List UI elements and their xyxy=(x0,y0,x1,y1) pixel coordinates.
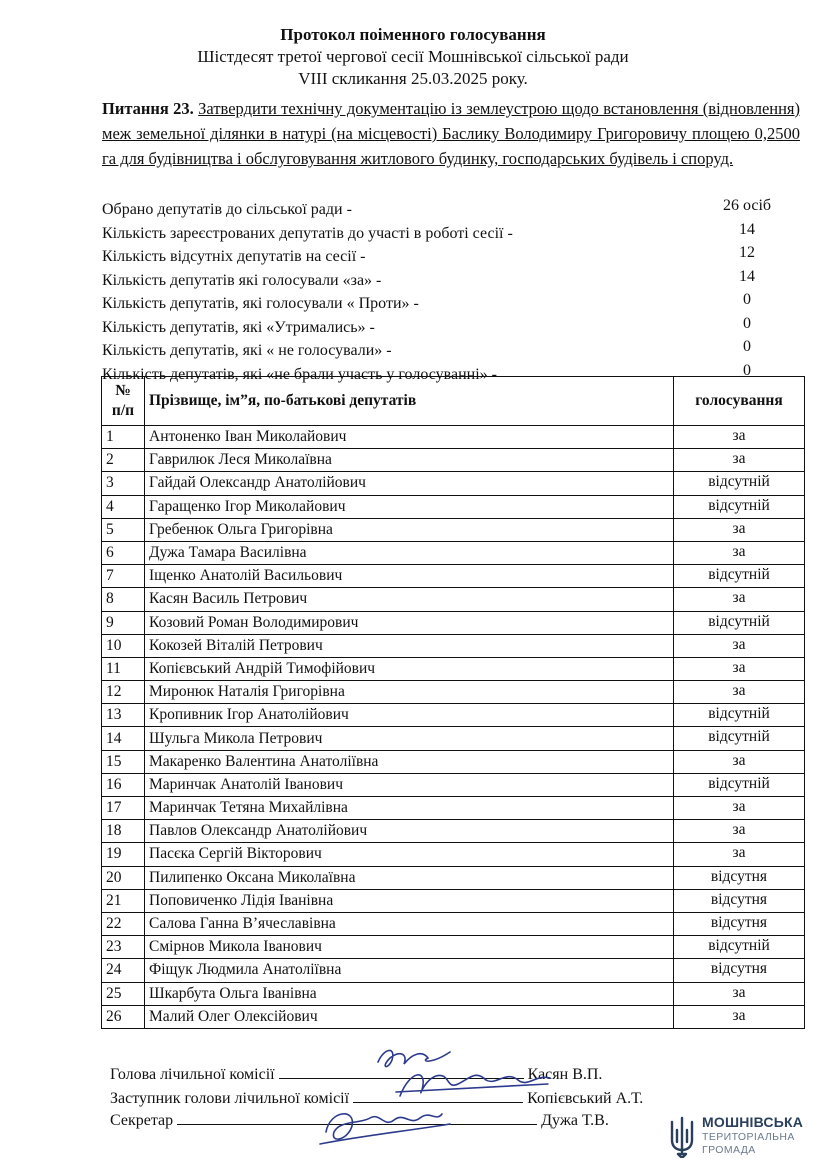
table-row xyxy=(102,611,805,634)
stat-value: 26 осіб xyxy=(722,197,772,214)
table-row xyxy=(102,843,805,866)
table-row xyxy=(102,936,805,959)
row-number: 4 xyxy=(102,495,145,518)
deputy-name: Гребенюк Ольга Григорівна xyxy=(145,518,674,541)
table-row xyxy=(102,704,805,727)
row-number: 25 xyxy=(102,982,145,1005)
row-number: 14 xyxy=(102,727,145,750)
secretary-name: Дужа Т.В. xyxy=(541,1112,609,1129)
header-number: № п/п xyxy=(102,377,145,426)
row-number: 7 xyxy=(102,565,145,588)
deputy-name: Шульга Микола Петрович xyxy=(145,727,674,750)
vote-value: відсутній xyxy=(674,495,805,518)
row-number: 12 xyxy=(102,681,145,704)
community-logo xyxy=(668,1112,818,1162)
deputy-name: Дужа Тамара Василівна xyxy=(145,541,674,564)
logo-line-1: МОШНІВСЬКА xyxy=(702,1114,804,1130)
table-row xyxy=(102,797,805,820)
stat-row xyxy=(102,219,802,243)
vote-value: відсутній xyxy=(674,727,805,750)
convocation-date: VIII скликання 25.03.2025 року. xyxy=(298,69,528,88)
deputy-name: Іщенко Анатолій Васильович xyxy=(145,565,674,588)
vote-value: відсутня xyxy=(674,866,805,889)
stat-label: Кількість депутатів, які « не голосували» - xyxy=(102,342,392,359)
deputy-name: Копієвський А.Т. xyxy=(527,1090,644,1107)
table-row xyxy=(102,565,805,588)
row-number: 6 xyxy=(102,541,145,564)
row-number: 9 xyxy=(102,611,145,634)
vote-value: за xyxy=(674,449,805,472)
document-title: Протокол поіменного голосування xyxy=(280,25,546,44)
stat-value: 0 xyxy=(743,291,751,308)
row-number: 21 xyxy=(102,889,145,912)
deputy-signature xyxy=(396,1075,550,1096)
chair-signature xyxy=(378,1050,450,1066)
stat-label: Кількість депутатів, які голосували « Проти» - xyxy=(102,295,419,312)
table-row xyxy=(102,912,805,935)
table-row xyxy=(102,727,805,750)
stat-value: 12 xyxy=(739,244,755,261)
vote-value: відсутня xyxy=(674,959,805,982)
deputy-name: Маринчак Тетяна Михайлівна xyxy=(145,797,674,820)
stat-label: Кількість депутатів, які «не брали участь у голосуванні» - xyxy=(102,365,497,383)
stat-row xyxy=(102,195,802,219)
vote-value: відсутній xyxy=(674,611,805,634)
row-number: 20 xyxy=(102,866,145,889)
stat-row xyxy=(102,336,802,360)
vote-value: за xyxy=(674,588,805,611)
deputy-name: Пилипенко Оксана Миколаївна xyxy=(145,866,674,889)
row-number: 11 xyxy=(102,657,145,680)
secretary-role: Секретар xyxy=(110,1112,174,1129)
deputy-name: Салова Ганна В’ячеславівна xyxy=(145,912,674,935)
vote-value: відсутній xyxy=(674,704,805,727)
deputy-name: Касян Василь Петрович xyxy=(145,588,674,611)
stat-row xyxy=(102,266,802,290)
secretary-signature xyxy=(320,1114,450,1144)
table-row xyxy=(102,541,805,564)
table-row xyxy=(102,681,805,704)
stat-value: 14 xyxy=(739,220,755,238)
table-row xyxy=(102,426,805,449)
deputy-name: Антоненко Іван Миколайович xyxy=(145,426,674,449)
trident-icon xyxy=(668,1116,696,1158)
row-number: 18 xyxy=(102,820,145,843)
deputy-name: Копієвський Андрій Тимофійович xyxy=(145,657,674,680)
row-number: 3 xyxy=(102,472,145,495)
stat-label: Кількість депутатів, які «Утримались» - xyxy=(102,318,375,336)
row-number: 10 xyxy=(102,634,145,657)
stat-row xyxy=(102,242,802,266)
vote-value: за xyxy=(674,843,805,866)
agenda-question xyxy=(102,96,800,171)
vote-value: за xyxy=(674,820,805,843)
table-row xyxy=(102,750,805,773)
deputy-name: Миронюк Наталія Григорівна xyxy=(145,681,674,704)
deputy-name: Шкарбута Ольга Іванівна xyxy=(145,982,674,1005)
vote-value: за xyxy=(674,1005,805,1028)
table-row xyxy=(102,449,805,472)
roll-call-table xyxy=(101,376,805,1029)
vote-value: за xyxy=(674,426,805,449)
session-subtitle: Шістдесят третої чергової сесії Мошнівської сільської ради xyxy=(197,47,629,66)
deputy-name: Смірнов Микола Іванович xyxy=(145,936,674,959)
vote-value: за xyxy=(674,518,805,541)
table-row xyxy=(102,588,805,611)
deputy-name: Кокозей Віталій Петрович xyxy=(145,634,674,657)
deputy-name: Поповиченко Лідія Іванівна xyxy=(145,889,674,912)
vote-value: за xyxy=(674,797,805,820)
vote-value: за xyxy=(674,750,805,773)
vote-value: відсутня xyxy=(674,889,805,912)
vote-value: відсутня xyxy=(674,912,805,935)
stat-label: Обрано депутатів до сільської ради - xyxy=(102,201,352,218)
deputy-name: Фіщук Людмила Анатоліївна xyxy=(145,959,674,982)
row-number: 5 xyxy=(102,518,145,541)
table-row xyxy=(102,820,805,843)
table-row xyxy=(102,634,805,657)
stat-row xyxy=(102,313,802,337)
logo-line-2: ТЕРИТОРІАЛЬНА xyxy=(702,1131,795,1143)
deputy-name: Кропивник Ігор Анатолійович xyxy=(145,704,674,727)
row-number: 22 xyxy=(102,912,145,935)
stat-row xyxy=(102,289,802,313)
row-number: 15 xyxy=(102,750,145,773)
stat-label: Кількість депутатів які голосували «за» - xyxy=(102,271,382,289)
table-row xyxy=(102,889,805,912)
table-row xyxy=(102,657,805,680)
vote-value: за xyxy=(674,541,805,564)
deputy-name: Павлов Олександр Анатолійович xyxy=(145,820,674,843)
vote-value: відсутній xyxy=(674,773,805,796)
row-number: 2 xyxy=(102,449,145,472)
deputy-name: Пасєка Сергій Вікторович xyxy=(145,843,674,866)
table-row xyxy=(102,472,805,495)
table-row xyxy=(102,982,805,1005)
vote-statistics xyxy=(102,195,802,383)
vote-value: за xyxy=(674,982,805,1005)
stat-value: 0 xyxy=(743,314,751,332)
table-row xyxy=(102,495,805,518)
header-vote: голосування xyxy=(674,377,805,426)
deputy-name: Гаврилюк Леся Миколаївна xyxy=(145,449,674,472)
stat-label: Кількість зареєстрованих депутатів до участі в роботі сесії - xyxy=(102,224,513,242)
deputy-name: Гайдай Олександр Анатолійович xyxy=(145,472,674,495)
row-number: 19 xyxy=(102,843,145,866)
table-header-row xyxy=(102,377,805,426)
deputy-name: Макаренко Валентина Анатоліївна xyxy=(145,750,674,773)
vote-value: відсутній xyxy=(674,472,805,495)
vote-value: відсутній xyxy=(674,936,805,959)
deputy-role: Заступник голови лічильної комісії xyxy=(110,1090,350,1107)
vote-value: за xyxy=(674,657,805,680)
vote-value: за xyxy=(674,681,805,704)
stat-value: 0 xyxy=(743,338,751,355)
table-row xyxy=(102,866,805,889)
chair-name: Касян В.П. xyxy=(527,1066,603,1083)
stat-label: Кількість відсутніх депутатів на сесії - xyxy=(102,248,366,265)
row-number: 24 xyxy=(102,959,145,982)
question-text: Затвердити технічну документацію із землеустрою щодо встановлення (відновлення) меж земельної ділянки в натурі (на місцевості) Баслику Володимиру Григоровичу площею 0,2500 га для будівництва і обслуговування житлового будинку, господарських будівель і споруд. xyxy=(102,99,801,168)
table-row xyxy=(102,518,805,541)
row-number: 1 xyxy=(102,426,145,449)
deputy-name: Гаращенко Ігор Миколайович xyxy=(145,495,674,518)
question-number: Питання 23. xyxy=(102,99,194,118)
header-name: Прізвище, ім”я, по-батькові депутатів xyxy=(145,377,674,426)
stat-value: 0 xyxy=(743,361,751,379)
stat-value: 14 xyxy=(739,267,755,285)
row-number: 26 xyxy=(102,1005,145,1028)
deputy-name: Малий Олег Олексійович xyxy=(145,1005,674,1028)
chair-role: Голова лічильної комісії xyxy=(110,1066,275,1083)
handwritten-signatures xyxy=(300,1040,580,1160)
row-number: 13 xyxy=(102,704,145,727)
row-number: 23 xyxy=(102,936,145,959)
deputy-name: Маринчак Анатолій Іванович xyxy=(145,773,674,796)
vote-value: за xyxy=(674,634,805,657)
row-number: 17 xyxy=(102,797,145,820)
deputy-name: Козовий Роман Володимирович xyxy=(145,611,674,634)
table-row xyxy=(102,959,805,982)
row-number: 16 xyxy=(102,773,145,796)
table-row xyxy=(102,1005,805,1028)
logo-line-3: ГРОМАДА xyxy=(702,1144,756,1156)
table-row xyxy=(102,773,805,796)
vote-value: відсутній xyxy=(674,565,805,588)
row-number: 8 xyxy=(102,588,145,611)
